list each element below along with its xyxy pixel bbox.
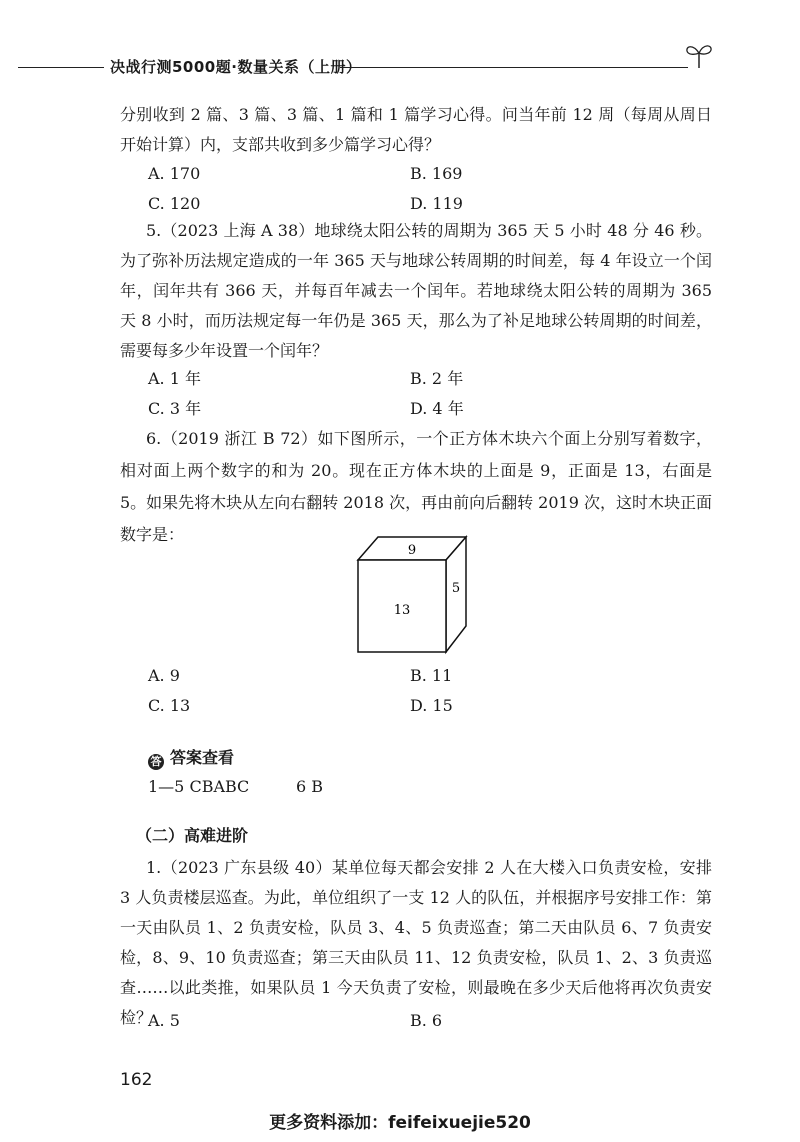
cube-front-number: 13 <box>393 603 411 618</box>
q6-option-a[interactable]: A. 9 <box>148 666 180 685</box>
answer-icon: 答 <box>148 754 164 770</box>
answers-heading-row <box>148 745 234 770</box>
q5-option-c[interactable]: C. 3 年 <box>148 399 202 418</box>
cube-right-number: 5 <box>451 581 461 596</box>
q6-option-d[interactable]: D. 15 <box>410 696 453 715</box>
running-header <box>0 54 800 84</box>
q4-option-a[interactable]: A. 170 <box>148 164 201 183</box>
book-title: 决战行测5000题·数量关系（上册） <box>110 58 362 76</box>
q6-option-b[interactable]: B. 11 <box>410 666 453 685</box>
answers-group-2: 6 B <box>296 777 324 796</box>
page-number: 162 <box>120 1070 153 1090</box>
question-5-text: 5.（2023 上海 A 38）地球绕太阳公转的周期为 365 天 5 小时 48 分 46 秒。为了弥补历法规定造成的一年 365 天与地球公转周期的时间差，每 4 年设立一个闰年，闰年共有 366 天，并每百年减去一个闰年。若地球绕太阳公转的周期为 365 天 8 小时，而历法规定每一年仍是 365 天，那么为了补足地球公转周期的时间差，需要每多少年设置一个闰年？ <box>120 221 712 360</box>
s2q1-option-b[interactable]: B. 6 <box>410 1011 443 1030</box>
q5-option-d[interactable]: D. 4 年 <box>410 399 464 418</box>
q4-option-d[interactable]: D. 119 <box>410 194 463 213</box>
q4-option-b[interactable]: B. 169 <box>410 164 463 183</box>
question-6-text: 6.（2019 浙江 B 72）如下图所示，一个正方体木块六个面上分别写着数字，相对面上两个数字的和为 20。现在正方体木块的上面是 9，正面是 13，右面是 5。如果先将木块从左向右翻转 2018 次，再由前向后翻转 2019 次，这时木块正面数字是： <box>120 429 712 544</box>
footer-contact: 更多资料添加：feifeixuejie520 <box>269 1113 531 1133</box>
sprout-icon <box>684 40 714 70</box>
section2-question-1-text: 1.（2023 广东县级 40）某单位每天都会安排 2 人在大楼入口负责安检，安排 3 人负责楼层巡查。为此，单位组织了一支 12 人的队伍，并根据序号安排工作：第一天由队员 1、2 负责安检，队员 3、4、5 负责巡查；第二天由队员 6、7 负责安检，8、9、10 负责巡查；第三天由队员 11、12 负责安检，队员 1、2、3 负责巡查……以此类推，如果队员 1 今天负责了安检，则最晚在多少天后他将再次负责安检？ <box>120 858 712 1027</box>
header-rule-left <box>18 67 104 68</box>
header-rule-right <box>340 67 688 68</box>
section-heading: （二）高难进阶 <box>136 826 249 845</box>
question-4-continuation: 分别收到 2 篇、3 篇、3 篇、1 篇和 1 篇学习心得。问当年前 12 周（每周从周日开始计算）内，支部共收到多少篇学习心得？ <box>120 105 712 154</box>
q5-option-b[interactable]: B. 2 年 <box>410 369 464 388</box>
answers-group-1: 1—5 CBABC <box>148 777 250 796</box>
q4-option-c[interactable]: C. 120 <box>148 194 201 213</box>
answers-heading: 答案查看 <box>170 748 235 767</box>
q6-option-c[interactable]: C. 13 <box>148 696 191 715</box>
cube-diagram <box>350 530 476 660</box>
cube-top-number: 9 <box>407 543 417 558</box>
q5-option-a[interactable]: A. 1 年 <box>148 369 201 388</box>
s2q1-option-a[interactable]: A. 5 <box>148 1011 180 1030</box>
